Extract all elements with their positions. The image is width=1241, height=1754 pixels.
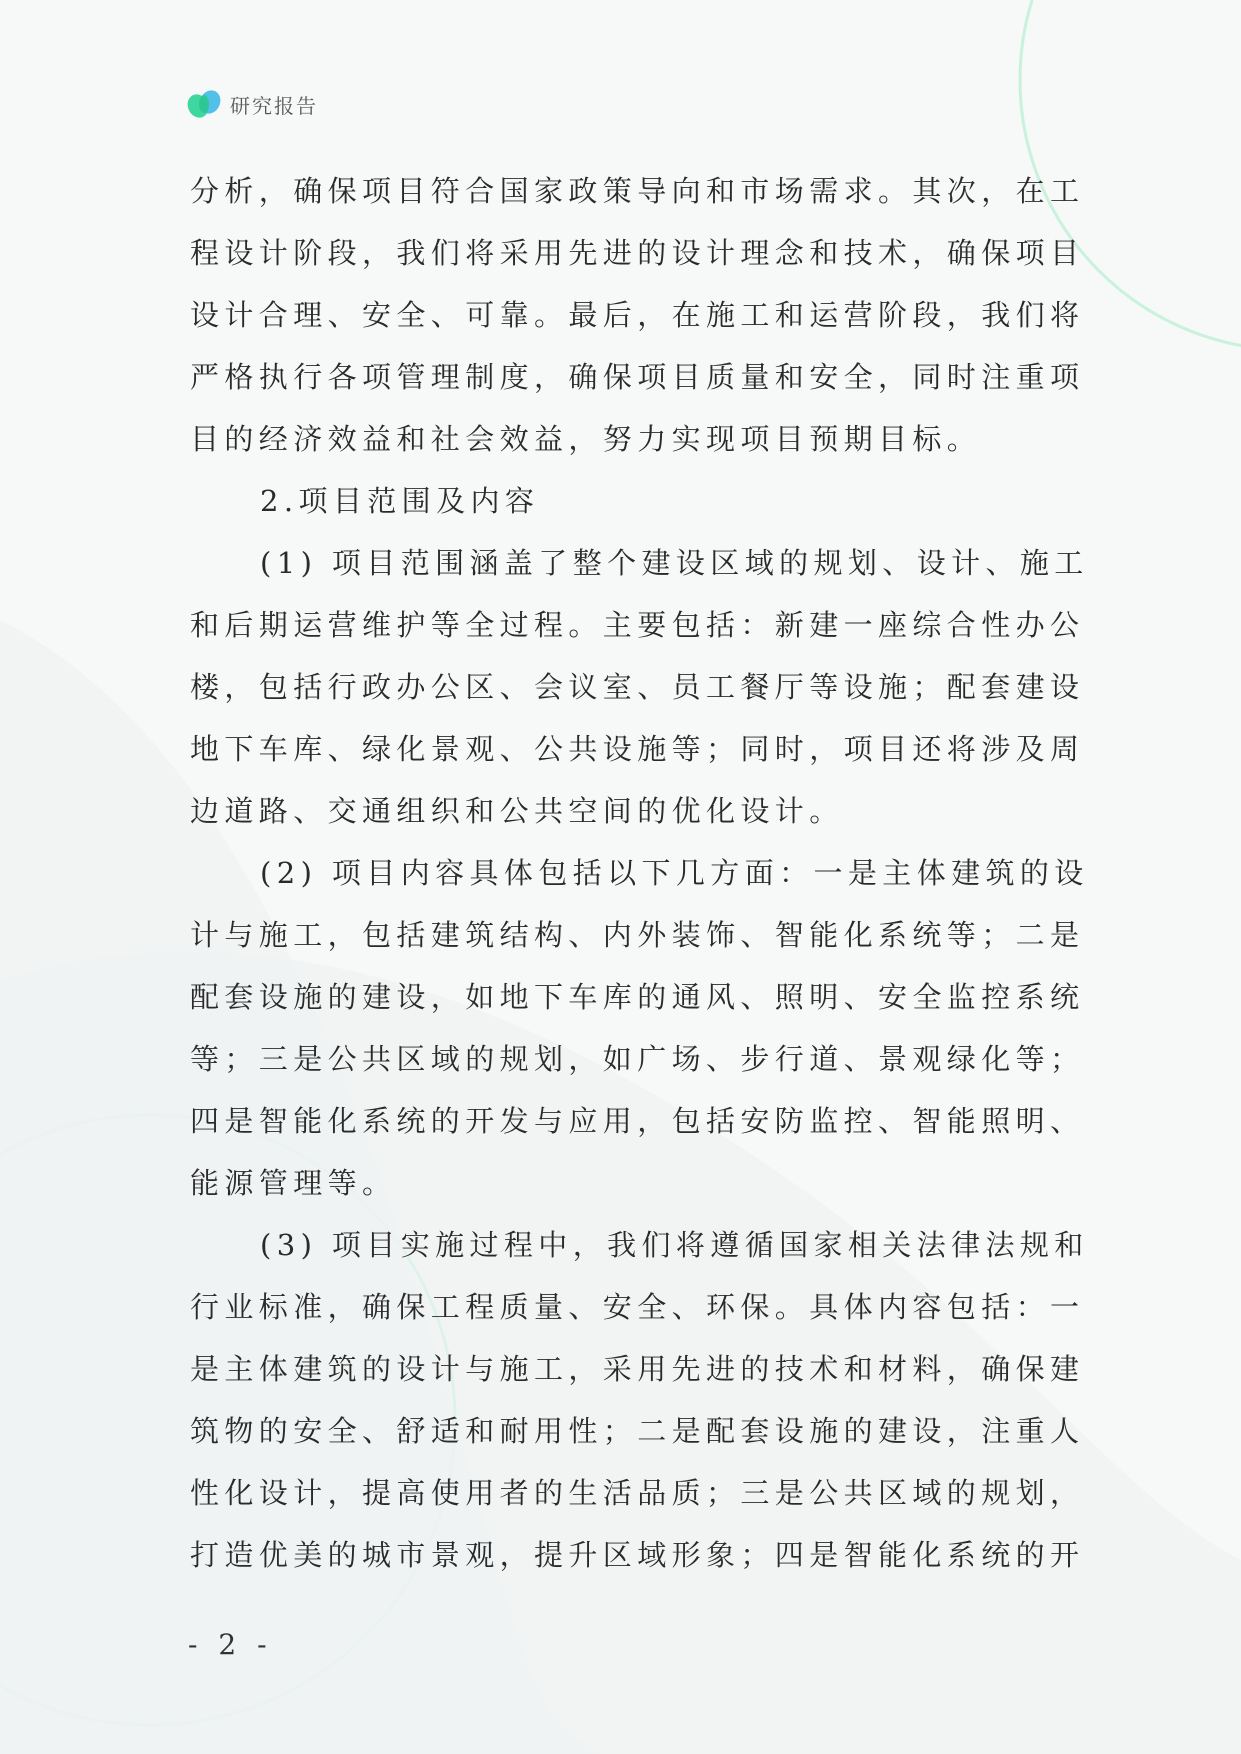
text-line: 行业标准，确保工程质量、安全、环保。具体内容包括：一 xyxy=(190,1290,1085,1324)
text-line: 等；三是公共区域的规划，如广场、步行道、景观绿化等； xyxy=(190,1042,1085,1076)
text-line: 筑物的安全、舒适和耐用性；二是配套设施的建设，注重人 xyxy=(190,1414,1085,1448)
text-line: 楼，包括行政办公区、会议室、员工餐厅等设施；配套建设 xyxy=(190,670,1085,704)
header-title: 研究报告 xyxy=(230,93,318,118)
text-line: 能源管理等。 xyxy=(190,1166,397,1200)
report-header xyxy=(186,88,318,120)
page-number: - 2 - xyxy=(188,1628,273,1661)
text-line: 是主体建筑的设计与施工，采用先进的技术和材料，确保建 xyxy=(190,1352,1085,1386)
text-line: (3) 项目实施过程中，我们将遵循国家相关法律法规和 xyxy=(260,1228,1089,1262)
brand-logo-icon xyxy=(186,88,222,120)
text-line: (2) 项目内容具体包括以下几方面：一是主体建筑的设 xyxy=(260,856,1089,890)
text-line: 性化设计，提高使用者的生活品质；三是公共区域的规划， xyxy=(190,1476,1085,1510)
text-line: 和后期运营维护等全过程。主要包括：新建一座综合性办公 xyxy=(190,608,1085,642)
text-line: 分析，确保项目符合国家政策导向和市场需求。其次，在工 xyxy=(190,174,1085,208)
text-line: 设计合理、安全、可靠。最后，在施工和运营阶段，我们将 xyxy=(190,298,1085,332)
text-line: 严格执行各项管理制度，确保项目质量和安全，同时注重项 xyxy=(190,360,1085,394)
text-line: 计与施工，包括建筑结构、内外装饰、智能化系统等；二是 xyxy=(190,918,1085,952)
text-line: 四是智能化系统的开发与应用，包括安防监控、智能照明、 xyxy=(190,1104,1085,1138)
text-line: 配套设施的建设，如地下车库的通风、照明、安全监控系统 xyxy=(190,980,1085,1014)
text-line: (1) 项目范围涵盖了整个建设区域的规划、设计、施工 xyxy=(260,546,1089,580)
text-line: 边道路、交通组织和公共空间的优化设计。 xyxy=(190,794,844,828)
body-text xyxy=(190,160,1089,1586)
section-heading: 2.项目范围及内容 xyxy=(260,484,540,518)
text-line: 地下车库、绿化景观、公共设施等；同时，项目还将涉及周 xyxy=(190,732,1085,766)
text-line: 程设计阶段，我们将采用先进的设计理念和技术，确保项目 xyxy=(190,236,1085,270)
text-line: 目的经济效益和社会效益，努力实现项目预期目标。 xyxy=(190,422,982,456)
text-line: 打造优美的城市景观，提升区域形象；四是智能化系统的开 xyxy=(190,1538,1085,1572)
